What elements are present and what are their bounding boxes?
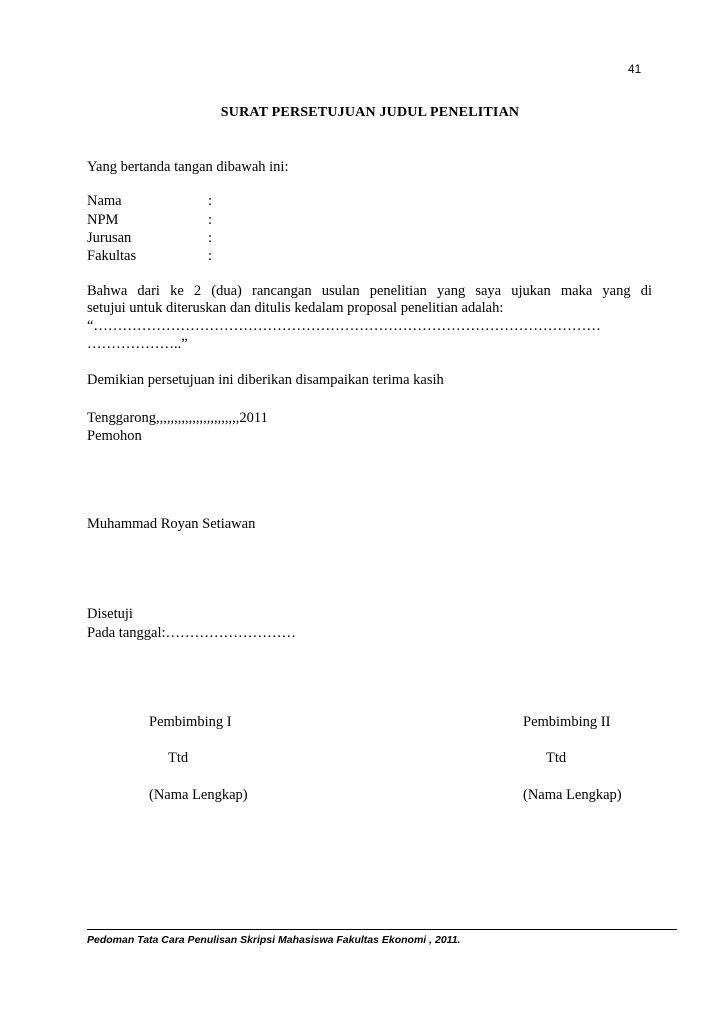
field-nama xyxy=(87,192,387,211)
supervisor-2-title: Pembimbing II xyxy=(523,714,611,730)
footer-rule xyxy=(87,929,677,930)
field-fakultas xyxy=(87,247,387,266)
field-separator: : xyxy=(208,248,213,264)
field-label: NPM xyxy=(87,212,119,228)
closing-text: Demikian persetujuan ini diberikan disampaikan terima kasih xyxy=(87,372,444,388)
field-separator: : xyxy=(208,193,213,209)
title-text: SURAT PERSETUJUAN JUDUL PENELITIAN xyxy=(220,105,520,120)
applicant-label: Pemohon xyxy=(87,428,142,444)
approved-date: Pada tanggal:……………………… xyxy=(87,625,297,641)
field-jurusan xyxy=(87,229,387,248)
statement-dots-2: ………………..” xyxy=(87,336,188,352)
field-label: Fakultas xyxy=(87,248,137,264)
statement-line-2: setujui untuk diteruskan dan ditulis kedalam proposal penelitian adalah: xyxy=(87,300,504,316)
supervisor-2-sign: Ttd xyxy=(546,750,567,766)
field-npm xyxy=(87,211,387,230)
field-separator: : xyxy=(208,212,213,228)
supervisor-1-title: Pembimbing I xyxy=(149,714,232,730)
field-label: Nama xyxy=(87,193,122,209)
supervisor-2-name: (Nama Lengkap) xyxy=(523,787,622,803)
approved-label: Disetuji xyxy=(87,606,133,622)
statement-dots-1: “…………………………………………………………………………………………… xyxy=(87,318,601,334)
supervisor-1-sign: Ttd xyxy=(168,750,189,766)
place-date: Tenggarong,,,,,,,,,,,,,,,,,,,,,,,2011 xyxy=(87,410,268,426)
applicant-name: Muhammad Royan Setiawan xyxy=(87,516,256,532)
page-number: 41 xyxy=(628,62,642,76)
footer-text: Pedoman Tata Cara Penulisan Skripsi Mahasiswa Fakultas Ekonomi , 2011. xyxy=(87,934,461,946)
document-title xyxy=(0,103,728,122)
field-label: Jurusan xyxy=(87,230,132,246)
intro-text: Yang bertanda tangan dibawah ini: xyxy=(87,159,289,175)
field-separator: : xyxy=(208,230,213,246)
supervisor-1-name: (Nama Lengkap) xyxy=(149,787,248,803)
statement-line-1: Bahwa dari ke 2 (dua) rancangan usulan penelitian yang saya ujukan maka yang di xyxy=(87,283,652,299)
